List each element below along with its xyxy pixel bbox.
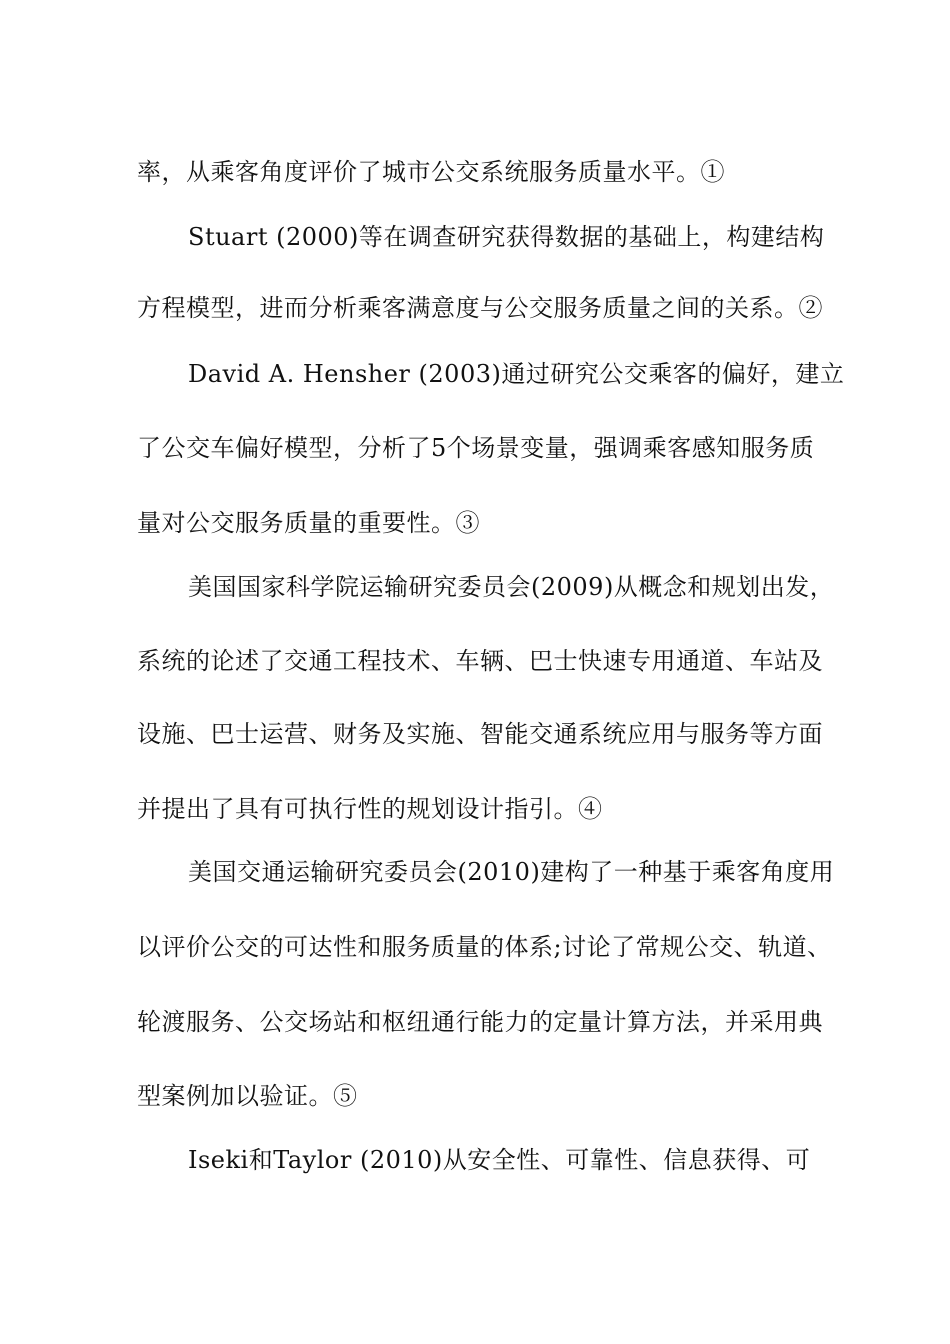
- text-line-13: 轮渡服务、公交场站和枢纽通行能力的定量计算方法，并采用典: [137, 1008, 823, 1036]
- text-line-10: 并提出了具有可执行性的规划设计指引。④: [137, 795, 603, 823]
- text-line-8: 系统的论述了交通工程技术、车辆、巴士快速专用通道、车站及: [137, 647, 823, 675]
- text-line-9: 设施、巴士运营、财务及实施、智能交通系统应用与服务等方面: [137, 720, 823, 748]
- text-line-15: Iseki和Taylor (2010)从安全性、可靠性、信息获得、可: [188, 1146, 811, 1174]
- text-line-11: 美国交通运输研究委员会(2010)建构了一种基于乘客角度用: [188, 858, 835, 886]
- text-line-1: 率，从乘客角度评价了城市公交系统服务质量水平。①: [137, 158, 725, 186]
- text-line-12: 以评价公交的可达性和服务质量的体系;讨论了常规公交、轨道、: [137, 933, 832, 961]
- text-line-5: 了公交车偏好模型，分析了5个场景变量，强调乘客感知服务质: [137, 434, 815, 462]
- text-line-7: 美国国家科学院运输研究委员会(2009)从概念和规划出发，: [188, 573, 835, 601]
- text-line-14: 型案例加以验证。⑤: [137, 1082, 358, 1110]
- text-line-3: 方程模型，进而分析乘客满意度与公交服务质量之间的关系。②: [137, 294, 823, 322]
- text-line-4: David A. Hensher (2003)通过研究公交乘客的偏好，建立: [188, 360, 845, 388]
- text-line-6: 量对公交服务质量的重要性。③: [137, 509, 480, 537]
- text-line-2: Stuart (2000)等在调查研究获得数据的基础上，构建结构: [188, 223, 825, 251]
